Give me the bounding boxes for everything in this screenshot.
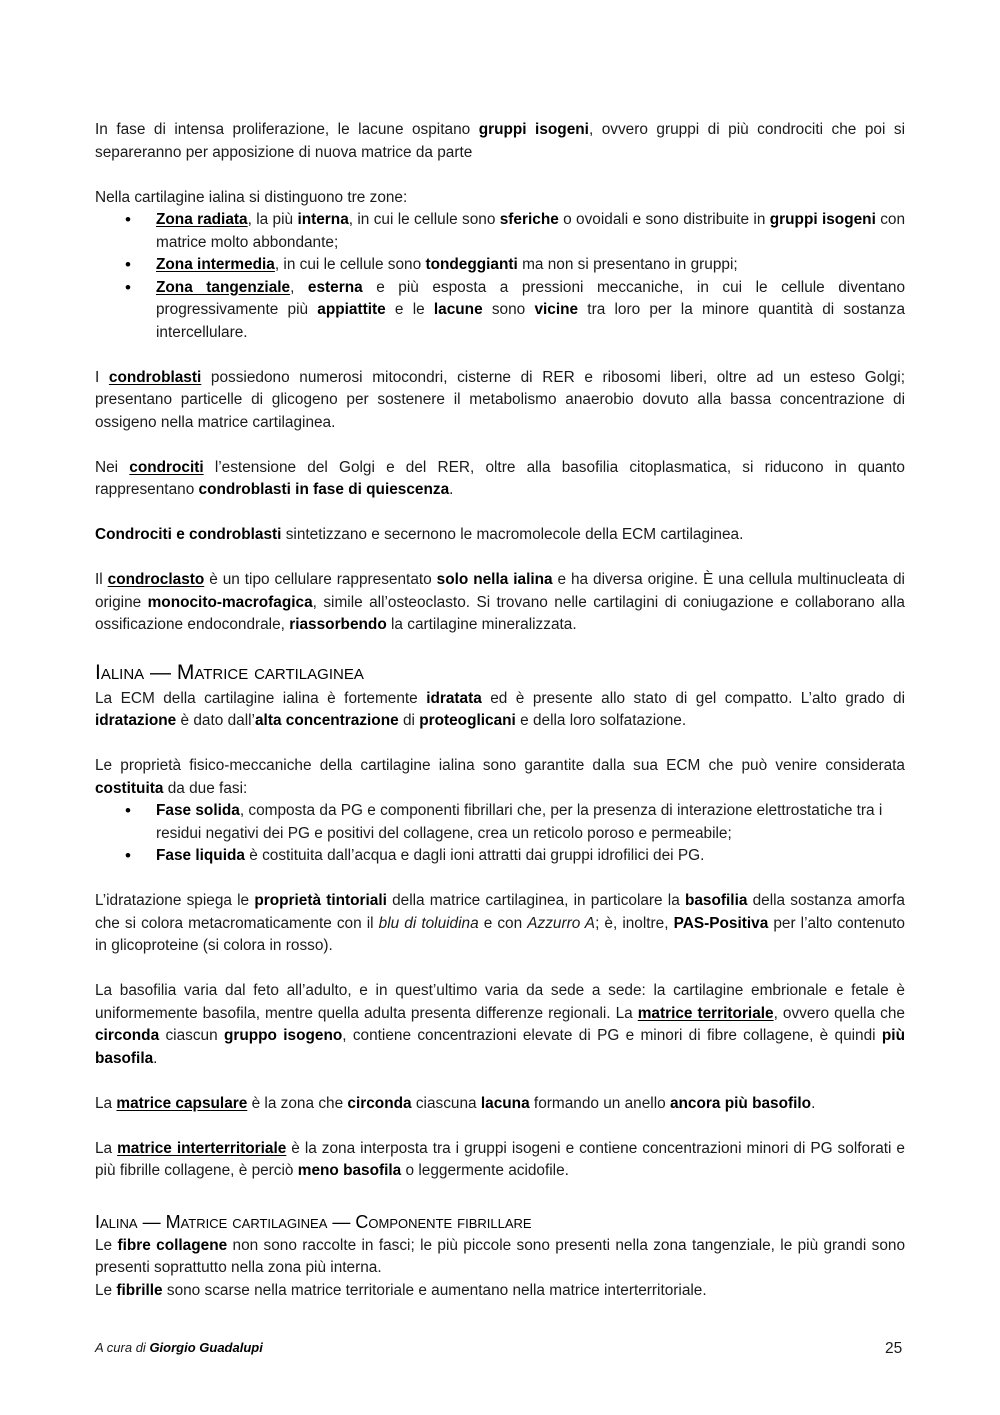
list-item-zona-intermedia: • Zona intermedia, in cui le cellule sono tondeggianti ma non si presentano in gruppi;	[156, 254, 905, 277]
paragraph-condrociti: Nei condrociti l’estensione del Golgi e del RER, oltre alla basofilia citoplasmatica, si riducono in quanto rappresentano condroblasti in fase di quiescenza.	[95, 458, 905, 498]
page-number: 25	[885, 1340, 903, 1357]
paragraph-basofilia: La basofilia varia dal feto all’adulto, e in quest’ultimo varia da sede a sede: la cartilagine embrionale e fetale è uniformemente basofila, mentre quella adulta presenta differenze regionali. La matrice territoriale, ovvero quella che circonda ciascun gruppo isogeno, contiene concentrazioni elevate di PG e minori di fibre collagene, è quindi più basofila.	[95, 982, 905, 1067]
zones-intro: Nella cartilagine ialina si distinguono tre zone:	[95, 188, 408, 206]
paragraph-ecm: Condrociti e condroblasti sintetizzano e secernono le macromolecole della ECM cartilaginea.	[95, 526, 744, 543]
paragraph-gruppi-isogeni: In fase di intensa proliferazione, le lacune ospitano gruppi isogeni, ovvero gruppi di più condrociti che poi si separeranno per apposizione di nuova matrice da parte	[95, 121, 905, 161]
zones-list	[95, 209, 905, 344]
paragraph-condroclasto: Il condroclasto è un tipo cellulare rappresentato solo nella ialina e ha diversa origine. È una cellula multinucleata di origine monocito-macrofagica, simile all’osteoclasto. Si trovano nelle cartilagini di coniugazione e collaborano alla ossificazione endocondrale, riassorbendo la cartilagine mineralizzata.	[95, 571, 905, 633]
paragraph-fasi: Le proprietà fisico-meccaniche della cartilagine ialina sono garantite dalla sua ECM che può venire considerata costituita da due fasi:	[95, 757, 905, 797]
section-heading-componente-fibrillare: Ialina — Matrice cartilaginea — Componente fibrillare	[95, 1211, 532, 1232]
section-heading-matrice: Ialina — Matrice cartilaginea	[95, 660, 364, 684]
list-item-zona-radiata: • Zona radiata, la più interna, in cui le cellule sono sferiche o ovoidali e sono distribuite in gruppi isogeni con matrice molto abbondante;	[156, 209, 905, 254]
list-item-zona-tangenziale: • Zona tangenziale, esterna e più esposta a pressioni meccaniche, in cui le cellule diventano progressivamente più appiattite e le lacune sono vicine tra loro per la minore quantità di sostanza intercellulare.	[156, 277, 905, 345]
list-item-fase-solida: • Fase solida, composta da PG e componenti fibrillari che, per la presenza di interazione elettrostatiche tra i residui negativi dei PG e positivi del collagene, crea un reticolo poroso e permeabile;	[156, 800, 905, 845]
page-body	[95, 119, 905, 1302]
paragraph-interterritoriale: La matrice interterritoriale è la zona interposta tra i gruppi isogeni e contiene concentrazioni minori di PG solforati e più fibrille collagene, è perciò meno basofila o leggermente acidofile.	[95, 1139, 905, 1179]
paragraph-fibre-collagene: Le fibre collagene non sono raccolte in fasci; le più piccole sono presenti nella zona tangenziale, le più grandi sono presenti soprattutto nella zona più interna.	[95, 1236, 906, 1276]
paragraph-condroblasti: I condroblasti possiedono numerosi mitocondri, cisterne di RER e ribosomi liberi, oltre ad un esteso Golgi; presentano particelle di glicogeno per sostenere il metabolismo anaerobio dovuto alla bassa concentrazione di ossigeno nella matrice cartilaginea.	[95, 368, 906, 431]
paragraph-idratata: La ECM della cartilagine ialina è fortemente idratata ed è presente allo stato di gel compatto. L’alto grado di idratazione è dato dall’alta concentrazione di proteoglicani e della loro solfatazione.	[95, 689, 905, 729]
footer-author: A cura di Giorgio Guadalupi	[95, 1340, 263, 1355]
paragraph-capsulare: La matrice capsulare è la zona che circonda ciascuna lacuna formando un anello ancora più basofilo.	[95, 1094, 816, 1112]
paragraph-tintoriali: L’idratazione spiega le proprietà tintoriali della matrice cartilaginea, in particolare la basofilia della sostanza amorfa che si colora metacromaticamente con il blu di toluidina e con Azzurro A; è, inoltre, PAS-Positiva per l’alto contenuto in glicoproteine (si colora in rosso).	[95, 892, 905, 954]
list-item-fase-liquida: • Fase liquida è costituita dall’acqua e dagli ioni attratti dai gruppi idrofilici dei PG.	[156, 845, 905, 868]
fasi-list	[95, 800, 905, 868]
paragraph-fibrille: Le fibrille sono scarse nella matrice territoriale e aumentano nella matrice interterritoriale.	[95, 1281, 707, 1299]
